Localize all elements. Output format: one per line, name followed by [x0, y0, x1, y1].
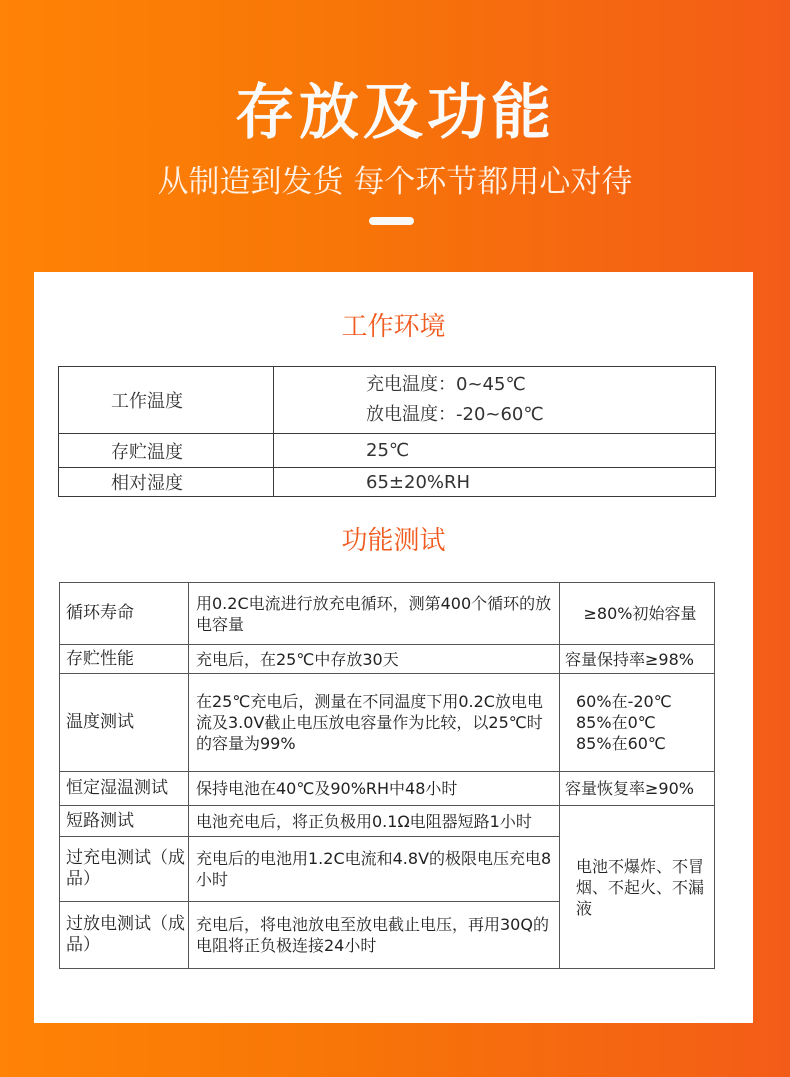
test-method: 电池充电后，将正负极用0.1Ω电阻器短路1小时 — [189, 806, 560, 837]
table-row — [59, 468, 716, 497]
discharge-temp: 放电温度：-20~60℃ — [366, 404, 544, 425]
test-method: 用0.2C电流进行放充电循环，测第400个循环的放电容量 — [189, 583, 560, 645]
test-item: 过放电测试（成品） — [60, 902, 189, 969]
content-card — [34, 272, 753, 1023]
test-result: ≥80%初始容量 — [560, 583, 715, 645]
test-method: 充电后，在25℃中存放30天 — [189, 645, 560, 674]
table-row — [60, 645, 715, 674]
page-subtitle: 从制造到发货 每个环节都用心对待 — [157, 164, 633, 200]
section-title-work-environment: 工作环境 — [341, 312, 446, 342]
work-environment-table — [58, 366, 716, 497]
row-value: 65±20%RH — [274, 468, 716, 497]
row-value — [274, 367, 716, 434]
test-method: 保持电池在40℃及90%RH中48小时 — [189, 772, 560, 806]
test-item: 存贮性能 — [60, 645, 189, 674]
test-result: 容量恢复率≥90% — [560, 772, 715, 806]
table-row — [60, 772, 715, 806]
table-row — [60, 806, 715, 837]
test-item: 短路测试 — [60, 806, 189, 837]
test-method: 充电后的电池用1.2C电流和4.8V的极限电压充电8小时 — [189, 837, 560, 902]
shared-test-result: 电池不爆炸、不冒烟、不起火、不漏液 — [560, 806, 715, 969]
function-test-table — [59, 582, 715, 969]
page-title: 存放及功能 — [235, 78, 555, 148]
result-line: 85%在0℃ — [576, 713, 656, 732]
title-divider-bar — [369, 217, 414, 225]
row-label: 存贮温度 — [59, 434, 274, 468]
row-label: 相对湿度 — [59, 468, 274, 497]
table-row — [60, 583, 715, 645]
test-result — [560, 674, 715, 772]
table-row — [59, 434, 716, 468]
table-row — [60, 674, 715, 772]
result-line: 60%在-20℃ — [576, 692, 672, 711]
test-item: 恒定湿温测试 — [60, 772, 189, 806]
section-title-function-test: 功能测试 — [341, 526, 446, 556]
test-item: 过充电测试（成品） — [60, 837, 189, 902]
test-result: 容量保持率≥98% — [560, 645, 715, 674]
row-label: 工作温度 — [59, 367, 274, 434]
row-value: 25℃ — [274, 434, 716, 468]
test-item: 循环寿命 — [60, 583, 189, 645]
table-row — [59, 367, 716, 434]
result-line: 85%在60℃ — [576, 734, 666, 753]
test-method: 充电后，将电池放电至放电截止电压，再用30Q的电阻将正负极连接24小时 — [189, 902, 560, 969]
test-item: 温度测试 — [60, 674, 189, 772]
charge-temp: 充电温度：0~45℃ — [366, 374, 526, 395]
test-method: 在25℃充电后，测量在不同温度下用0.2C放电电流及3.0V截止电压放电容量作为比较，以25℃时的容量为99% — [189, 674, 560, 772]
